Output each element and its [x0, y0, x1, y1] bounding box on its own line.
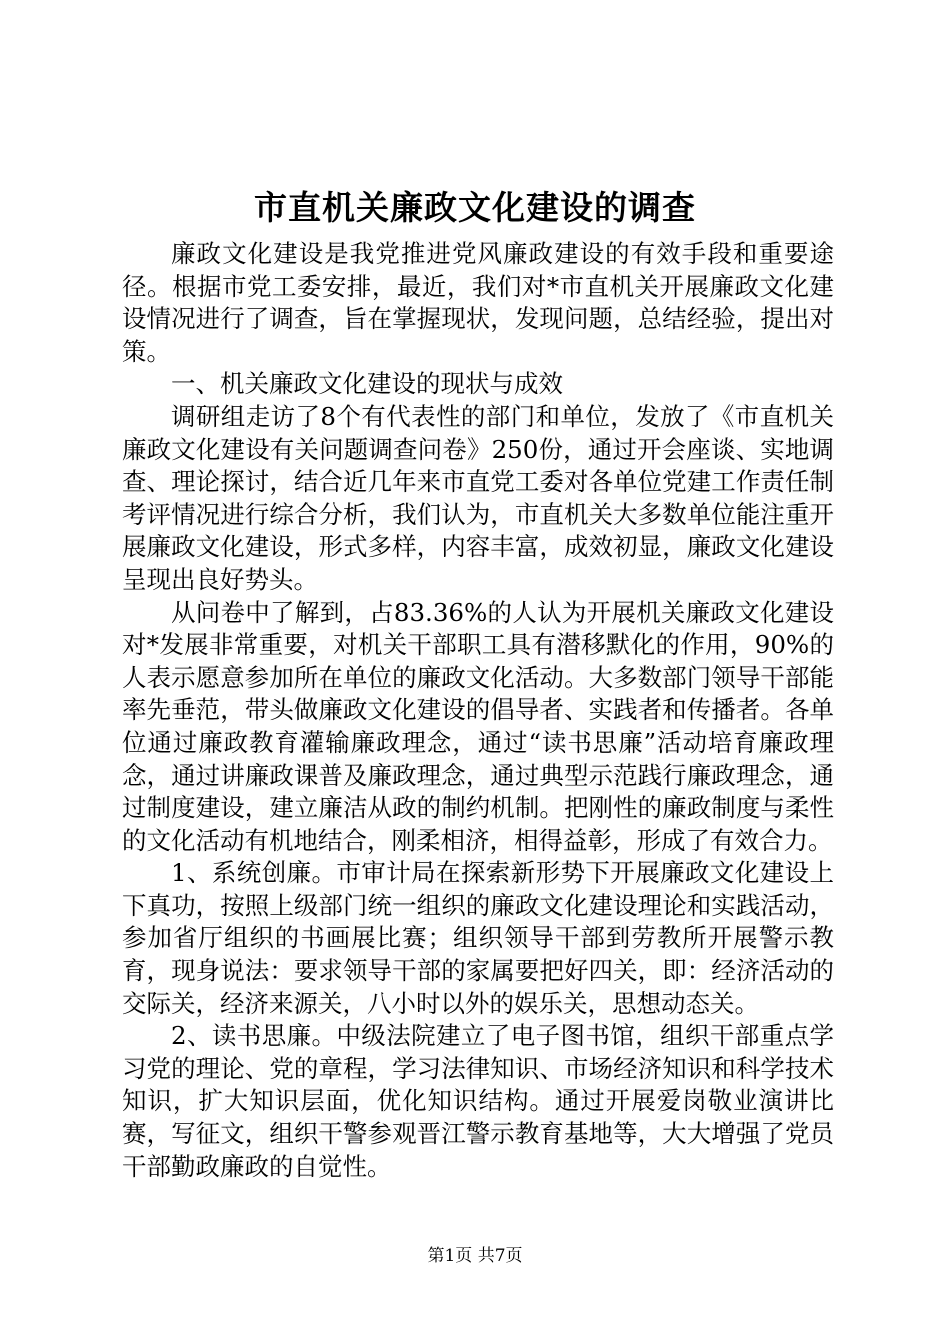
document-body	[122, 238, 834, 1183]
paragraph-questionnaire: 从问卷中了解到，占83.36%的人认为开展机关廉政文化建设对*发展非常重要，对机关干部职工具有潜移默化的作用，90%的人表示愿意参加所在单位的廉政文化活动。大多数部门领导干部能率先垂范，带头做廉政文化建设的倡导者、实践者和传播者。各单位通过廉政教育灌输廉政理念，通过“读书思廉”活动培育廉政理念，通过讲廉政课普及廉政理念，通过典型示范践行廉政理念，通过制度建设，建立廉洁从政的制约机制。把刚性的廉政制度与柔性的文化活动有机地结合，刚柔相济，相得益彰，形成了有效合力。	[122, 597, 834, 855]
paragraph-intro: 廉政文化建设是我党推进党风廉政建设的有效手段和重要途径。根据市党工委安排，最近，我们对*市直机关开展廉政文化建设情况进行了调查，旨在掌握现状，发现问题，总结经验，提出对策。	[122, 239, 834, 366]
paragraph-item-1: 1、系统创廉。市审计局在探索新形势下开展廉政文化建设上下真功，按照上级部门统一组织的廉政文化建设理论和实践活动，参加省厅组织的书画展比赛；组织领导干部到劳教所开展警示教育，现身说法：要求领导干部的家属要把好四关，即：经济活动的交际关，经济来源关，八小时以外的娱乐关，思想动态关。	[122, 858, 834, 1018]
document-title: 市直机关廉政文化建设的调查	[254, 188, 696, 227]
page-footer: 第1页 共7页	[427, 1246, 523, 1266]
paragraph-item-2: 2、读书思廉。中级法院建立了电子图书馆，组织干部重点学习党的理论、党的章程，学习法律知识、市场经济知识和科学技术知识，扩大知识层面，优化知识结构。通过开展爱岗敬业演讲比赛，写征文，组织干警参观晋江警示教育基地等，大大增强了党员干部勤政廉政的自觉性。	[122, 1021, 834, 1181]
paragraph-survey: 调研组走访了8个有代表性的部门和单位，发放了《市直机关廉政文化建设有关问题调查问卷》250份，通过开会座谈、实地调查、理论探讨，结合近几年来市直党工委对各单位党建工作责任制考评情况进行综合分析，我们认为，市直机关大多数单位能注重开展廉政文化建设，形式多样，内容丰富，成效初显，廉政文化建设呈现出良好势头。	[122, 401, 834, 594]
section-heading-1: 一、机关廉政文化建设的现状与成效	[171, 369, 563, 399]
